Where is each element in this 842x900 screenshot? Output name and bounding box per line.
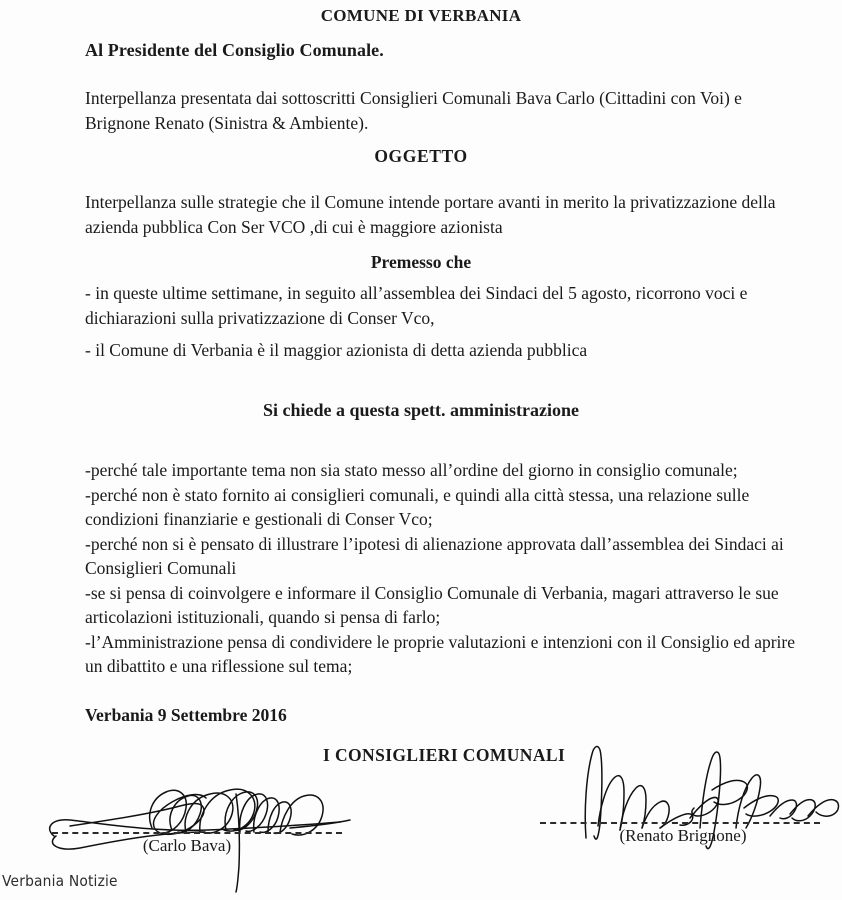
question-item: -se si pensa di coinvolgere e informare il Consiglio Comunale di Verbania, magari attraverso le sue articolazioni istituzionali, quando si pensa di farlo; [85, 582, 779, 627]
date-line: Verbania 9 Settembre 2016 [85, 705, 287, 725]
premesso-item-2: - il Comune di Verbania è il maggior azionista di detta azienda pubblica [85, 340, 588, 360]
signature-name-left: (Carlo Bava) [142, 836, 232, 855]
premesso-item-1: - in queste ultime settimane, in seguito all’assemblea dei Sindaci del 5 agosto, ricorrono voci e dichiarazioni sulla privatizzazione di Conser Vco, [85, 283, 748, 328]
handwritten-signature-icon [540, 730, 842, 880]
richiesta-heading: Si chiede a questa spett. amministrazione [263, 400, 579, 420]
intro-paragraph: Interpellanza presentata dai sottoscritti Consiglieri Comunali Bava Carlo (Cittadini con Voi) e Brignone Renato (Sinistra & Ambiente). [85, 88, 742, 133]
signers-title: I CONSIGLIERI COMUNALI [323, 745, 566, 765]
question-item: -l’Amministrazione pensa di condividere le proprie valutazioni e intenzioni con il Consiglio ed aprire un dibattito e una riflessione sul tema; [85, 631, 795, 676]
signature-block-left [40, 740, 370, 890]
question-item: -perché non si è pensato di illustrare l’ipotesi di alienazione approvata dall’assemblea dei Sindaci ai Consiglieri Comunali [85, 533, 784, 578]
premesso-heading: Premesso che [370, 252, 472, 272]
signature-name-right: (Renato Brignone) [619, 826, 747, 845]
question-item: -perché non è stato fornito ai consiglieri comunali, e quindi alla città stessa, una relazione sulle condizioni finanziarie e gestionali di Conser Vco; [85, 484, 750, 529]
page-title: COMUNE DI VERBANIA [320, 6, 522, 25]
watermark-label: Verbania Notizie [2, 872, 118, 890]
handwritten-signature-icon [40, 740, 370, 890]
question-item: -perché tale importante tema non sia stato messo all’ordine del giorno in consiglio comunale; [85, 460, 738, 480]
signature-block-right [540, 730, 842, 880]
oggetto-paragraph: Interpellanza sulle strategie che il Comune intende portare avanti in merito la privatizzazione della azienda pubblica Con Ser VCO ,di cui è maggiore azionista [85, 192, 776, 237]
addressee-line: Al Presidente del Consiglio Comunale. [85, 40, 384, 60]
signature-rule [52, 832, 342, 834]
questions-list [85, 458, 800, 679]
oggetto-heading: OGGETTO [374, 146, 468, 166]
signature-rule [540, 822, 820, 824]
